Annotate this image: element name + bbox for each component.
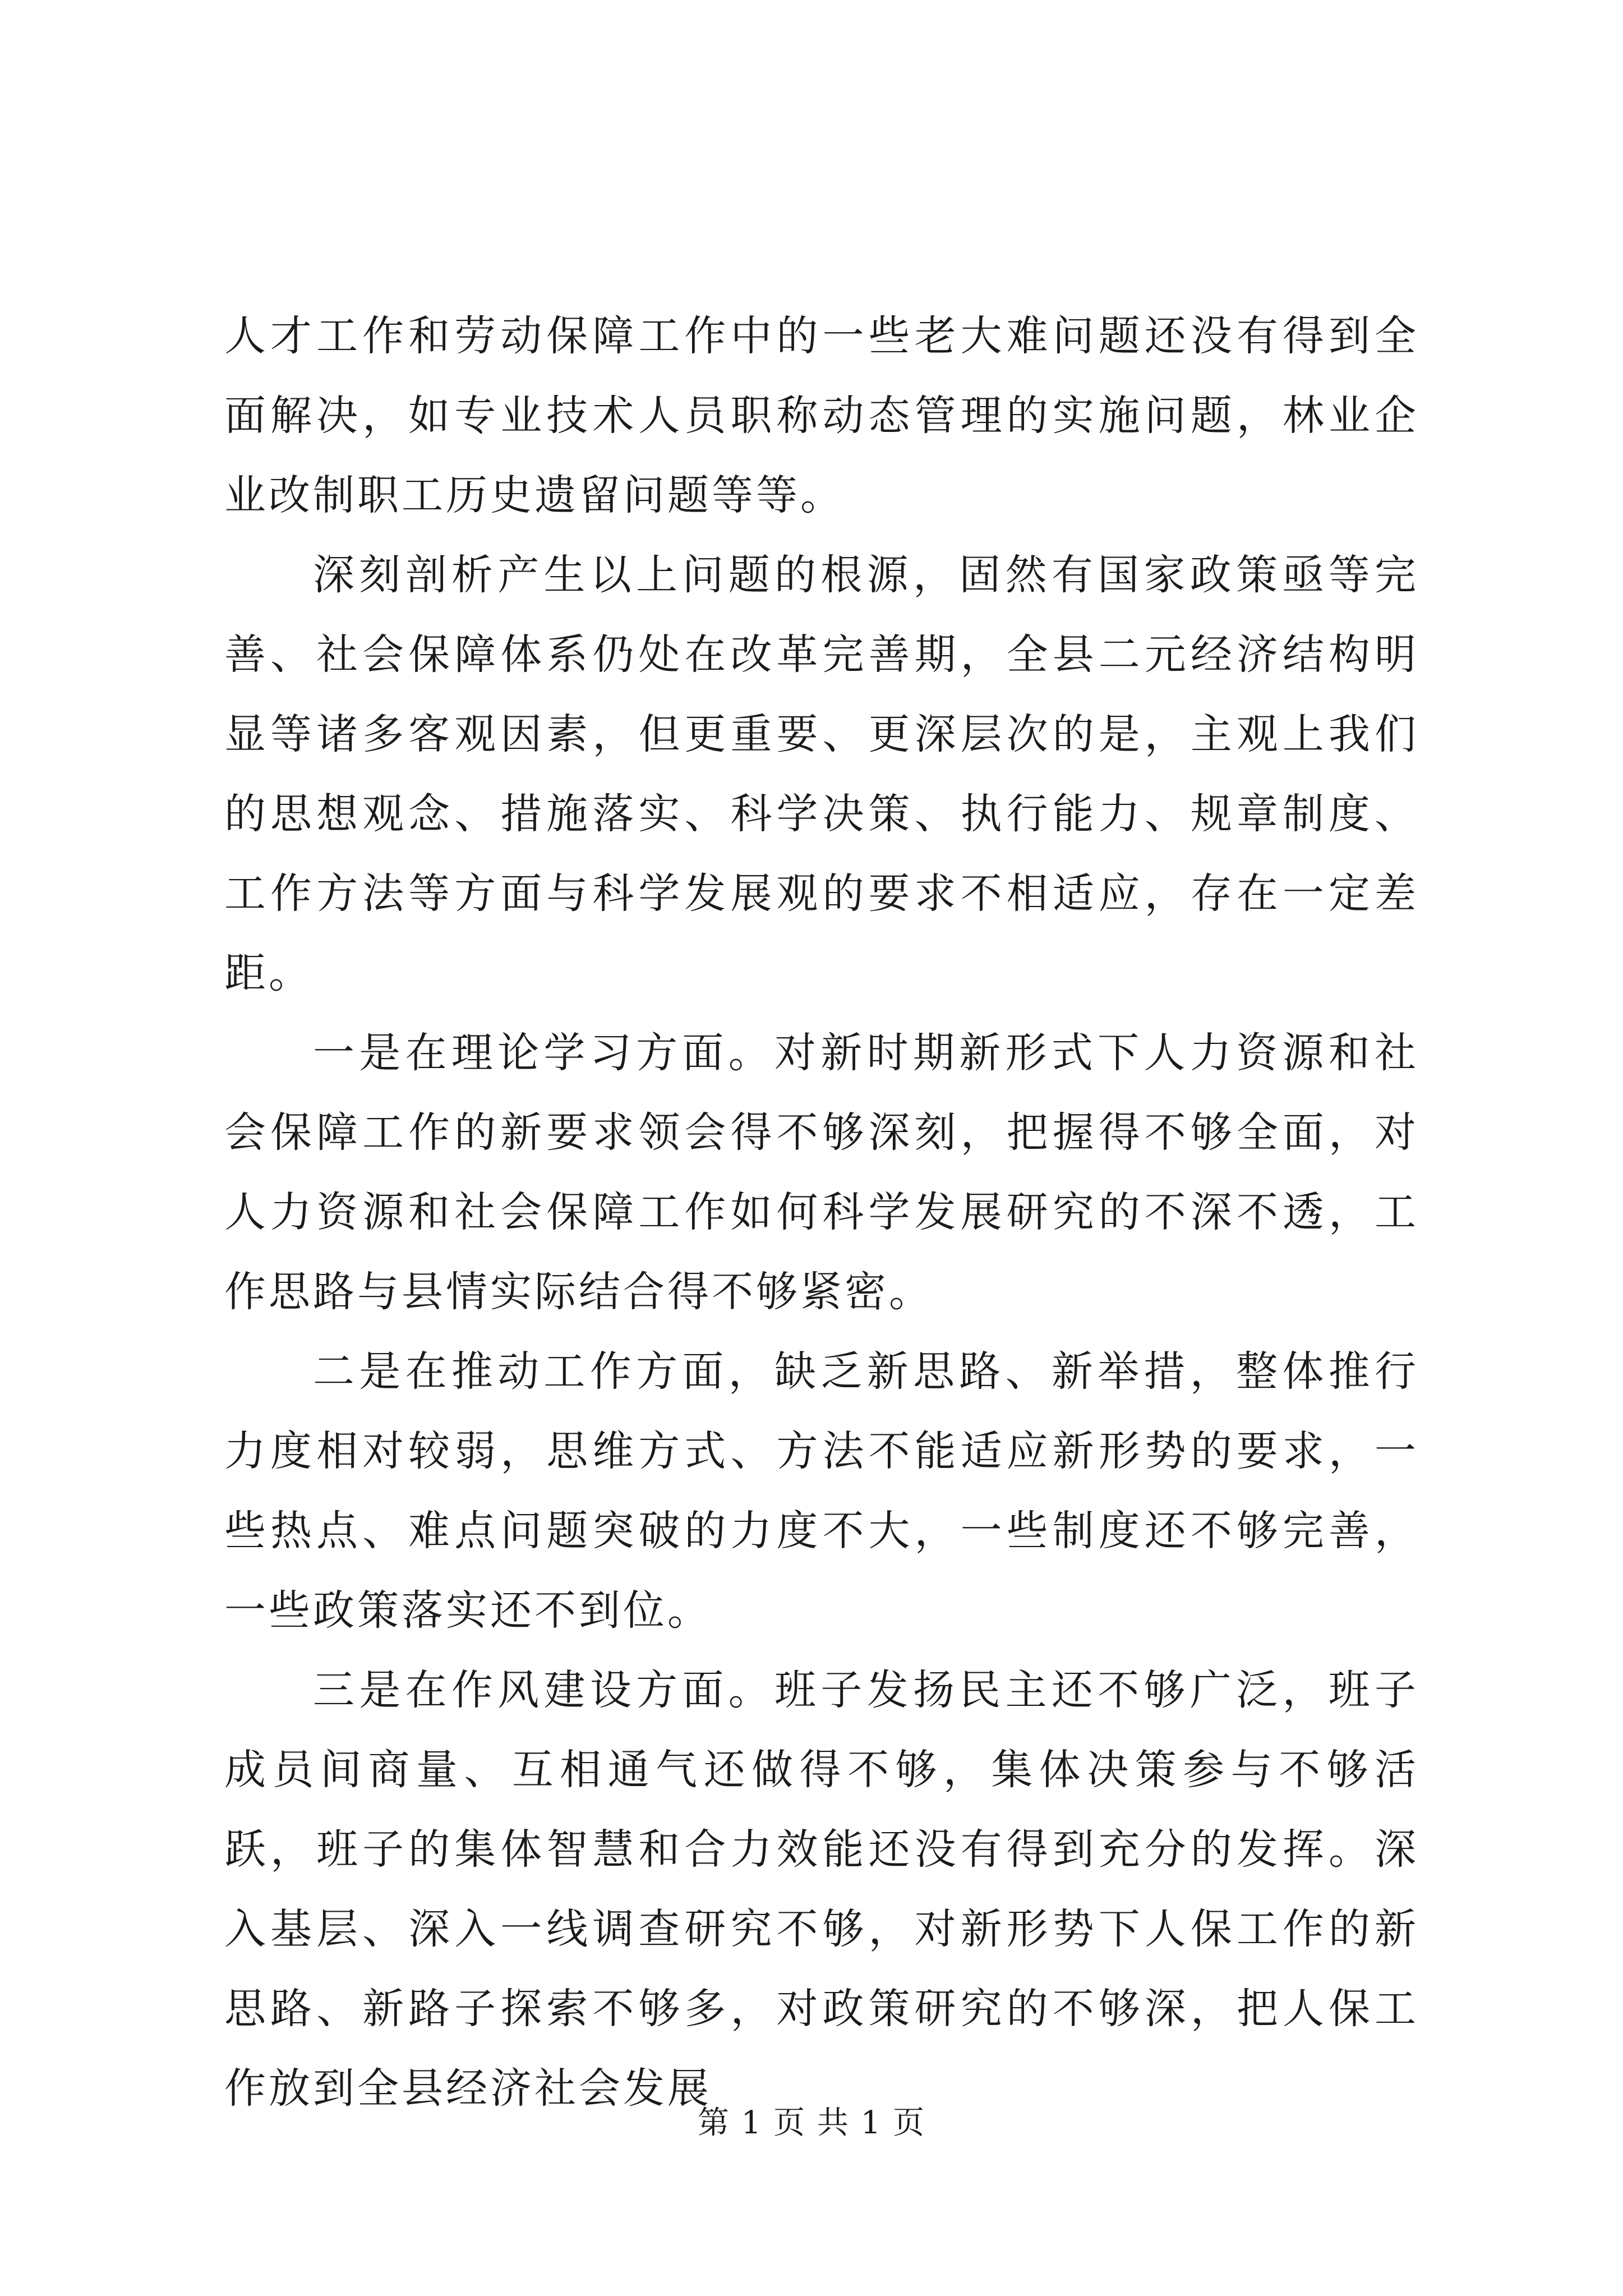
page-footer: 第 1 页 共 1 页 (697, 2105, 926, 2141)
paragraph-root-cause: 深刻剖析产生以上问题的根源，固然有国家政策亟等完善、社会保障体系仍处在改革完善期，全县二元经济结构明显等诸多客观因素，但更重要、更深层次的是，主观上我们的思想观念、措施落实、科学决策、执行能力、规章制度、工作方法等方面与科学发展观的要求不相适应，存在一定差距。 (224, 551, 1419, 997)
paragraph-continuation: 人才工作和劳动保障工作中的一些老大难问题还没有得到全面解决，如专业技术人员职称动态管理的实施问题，林业企业改制职工历史遗留问题等等。 (224, 312, 1419, 519)
paragraph-theory-study: 一是在理论学习方面。对新时期新形式下人力资源和社会保障工作的新要求领会得不够深刻，把握得不够全面，对人力资源和社会保障工作如何科学发展研究的不深不透，工作思路与县情实际结合得不够紧密。 (224, 1029, 1419, 1316)
document-body (224, 296, 1419, 2128)
paragraph-work-promotion: 二是在推动工作方面，缺乏新思路、新举措，整体推行力度相对较弱，思维方式、方法不能适应新形势的要求，一些热点、难点问题突破的力度不大，一些制度还不够完善，一些政策落实还不到位。 (224, 1347, 1419, 1635)
paragraph-work-style: 三是在作风建设方面。班子发扬民主还不够广泛，班子成员间商量、互相通气还做得不够，集体决策参与不够活跃，班子的集体智慧和合力效能还没有得到充分的发挥。深入基层、深入一线调查研究不够，对新形势下人保工作的新思路、新路子探索不够多，对政策研究的不够深，把人保工作放到全县经济社会发展 (224, 1666, 1419, 2113)
